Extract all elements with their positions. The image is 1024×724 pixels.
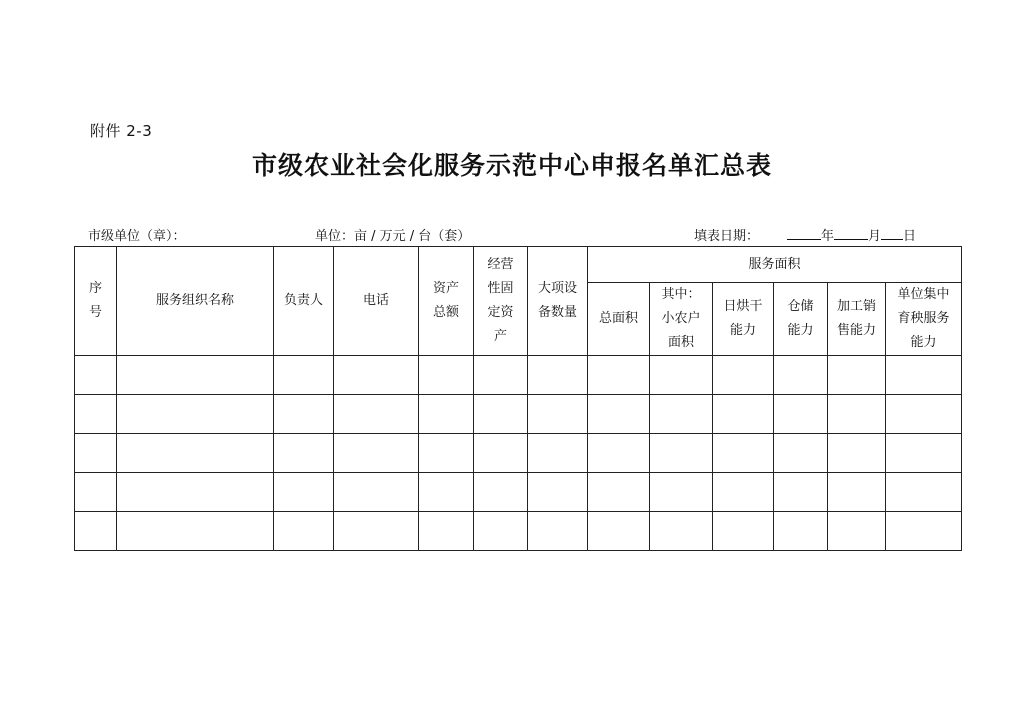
table-cell[interactable] [274,356,334,395]
table-cell[interactable] [588,512,650,551]
table-cell[interactable] [713,434,774,473]
table-cell[interactable] [713,473,774,512]
col-seedling-label: 单位集中 育秧服务 能力 [897,287,950,350]
table-cell[interactable] [774,512,828,551]
table-cell[interactable] [474,473,528,512]
table-cell[interactable] [828,395,886,434]
table-cell[interactable] [419,356,474,395]
month-blank[interactable] [834,227,868,240]
table-cell[interactable] [828,434,886,473]
table-cell[interactable] [474,512,528,551]
table-cell[interactable] [713,356,774,395]
table-cell[interactable] [650,473,713,512]
table-cell[interactable] [117,395,274,434]
table-cell[interactable] [117,473,274,512]
col-equipment-label: 大项设 备数量 [537,281,577,320]
table-cell[interactable] [828,473,886,512]
table-cell[interactable] [75,395,117,434]
table-cell[interactable] [650,512,713,551]
table-cell[interactable] [274,473,334,512]
col-phone-label: 电话 [362,293,389,308]
table-cell[interactable] [334,512,419,551]
table-cell[interactable] [419,434,474,473]
month-label: 月 [868,229,882,244]
table-cell[interactable] [334,473,419,512]
table-cell[interactable] [274,395,334,434]
col-seq-label: 序 号 [88,281,102,320]
col-fixed-assets [474,247,528,356]
col-seedling [886,283,962,356]
day-blank[interactable] [881,227,903,240]
table-cell[interactable] [886,434,962,473]
col-seq [75,247,117,356]
table-cell[interactable] [75,473,117,512]
table-cell[interactable] [650,395,713,434]
table-cell[interactable] [75,356,117,395]
year-label: 年 [821,229,835,244]
attachment-label: 附件 2-3 [90,122,153,140]
table-cell[interactable] [774,473,828,512]
table-cell[interactable] [274,512,334,551]
table-cell[interactable] [588,395,650,434]
table-row [75,512,962,551]
col-total-assets-label: 资产 总额 [432,281,459,320]
table-cell[interactable] [774,395,828,434]
table-cell[interactable] [886,395,962,434]
table-cell[interactable] [650,434,713,473]
col-leader [274,247,334,356]
table-row [75,356,962,395]
col-equipment [528,247,588,356]
table-cell[interactable] [588,434,650,473]
table-cell[interactable] [828,356,886,395]
col-phone [334,247,419,356]
table-body [75,356,962,551]
table-cell[interactable] [334,395,419,434]
table-cell[interactable] [774,434,828,473]
table-cell[interactable] [474,395,528,434]
table-cell[interactable] [528,356,588,395]
table-row [75,473,962,512]
unit-seal-label: 市级单位（章）： [88,229,186,244]
year-blank[interactable] [787,227,821,240]
table-cell[interactable] [419,395,474,434]
table-cell[interactable] [117,512,274,551]
table-cell[interactable] [419,512,474,551]
table-cell[interactable] [886,356,962,395]
table-cell[interactable] [713,395,774,434]
table-cell[interactable] [528,473,588,512]
table-cell[interactable] [528,434,588,473]
table-cell[interactable] [419,473,474,512]
col-org-name [117,247,274,356]
table-cell[interactable] [528,395,588,434]
table-cell[interactable] [713,512,774,551]
col-smallholder-area [650,283,713,356]
table-cell[interactable] [117,356,274,395]
table-cell[interactable] [334,434,419,473]
table-cell[interactable] [274,434,334,473]
table-cell[interactable] [75,512,117,551]
col-smallholder-area-label: 其中： 小农户 面积 [661,287,701,350]
table-cell[interactable] [528,512,588,551]
units-label: 单位：亩 / 万元 / 台（套） [315,229,471,244]
summary-table [74,246,962,551]
col-drying [713,283,774,356]
col-processing [828,283,886,356]
col-storage-label: 仓储 能力 [787,299,814,338]
table-cell[interactable] [588,473,650,512]
fill-date-label: 填表日期： [694,229,760,244]
col-total-area-label: 总面积 [598,311,638,326]
col-total-area [588,283,650,356]
col-storage [774,283,828,356]
table-cell[interactable] [334,356,419,395]
table-cell[interactable] [588,356,650,395]
col-org-name-label: 服务组织名称 [155,293,234,308]
day-label: 日 [903,229,917,244]
col-processing-label: 加工销 售能力 [836,299,876,338]
col-fixed-assets-label: 经营 性固 定资 产 [487,257,514,344]
table-cell[interactable] [474,434,528,473]
table-cell[interactable] [828,512,886,551]
table-cell[interactable] [474,356,528,395]
col-leader-label: 负责人 [283,293,323,308]
fill-date [694,225,916,244]
col-total-assets [419,247,474,356]
table-cell[interactable] [886,512,962,551]
col-drying-label: 日烘干 能力 [723,299,763,338]
table-cell[interactable] [886,473,962,512]
table-cell[interactable] [117,434,274,473]
table-cell[interactable] [774,356,828,395]
table-cell[interactable] [75,434,117,473]
col-service-area [588,247,962,283]
col-service-area-label: 服务面积 [748,256,801,272]
table-row [75,395,962,434]
table-cell[interactable] [650,356,713,395]
table-row [75,434,962,473]
page-title: 市级农业社会化服务示范中心申报名单汇总表 [251,151,772,180]
